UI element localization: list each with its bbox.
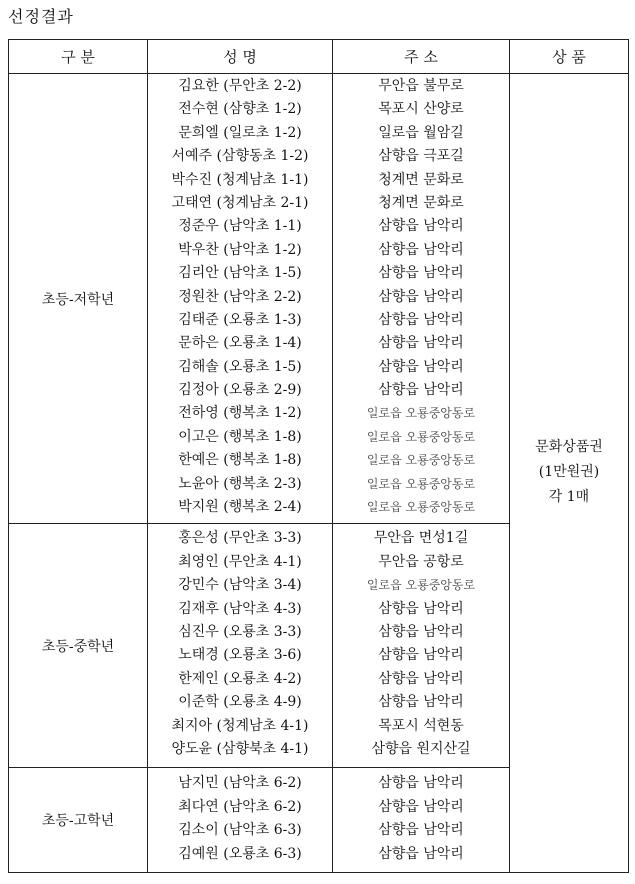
student-name: 남지민 (남악초 6-2) [178,775,302,792]
student-address: 삼향읍 남악리 [378,382,464,399]
student-address: 삼향읍 극포길 [378,148,464,165]
student-address: 삼향읍 남악리 [378,798,464,815]
student-name: 한제인 (오룡초 4-2) [178,670,302,687]
student-name: 양도윤 (삼향북초 4-1) [171,740,309,757]
student-address: 삼향읍 남악리 [378,335,464,352]
student-name: 최영인 (무안초 4-1) [178,553,302,570]
group-label: 초등-저학년 [9,74,148,524]
student-address: 일로읍 오룡중앙동로 [366,429,476,444]
student-name: 전수현 (삼향초 1-2) [178,101,302,118]
student-address: 일로읍 오룡중앙동로 [366,453,476,468]
student-address: 청계면 문화로 [378,171,464,188]
prize-line: 문화상품권 [535,439,603,456]
address-list [333,74,510,524]
name-list [148,768,333,873]
student-address: 삼향읍 남악리 [378,358,464,375]
student-name: 김리안 (남악초 1-5) [178,265,302,282]
student-name: 전하영 (행복초 1-2) [178,405,302,422]
name-list [148,74,333,524]
student-name: 이고은 (행복초 1-8) [178,428,302,445]
student-address: 삼향읍 남악리 [378,600,464,617]
student-address: 삼향읍 남악리 [378,775,464,792]
student-name: 김요한 (무안초 2-2) [178,78,302,94]
address-list [333,768,510,873]
student-name: 문희엘 (일로초 1-2) [178,124,302,141]
student-address: 삼향읍 남악리 [378,218,464,235]
group-label: 초등-고학년 [9,768,148,873]
prize-line: 각 1매 [548,489,590,506]
student-name: 문하은 (오룡초 1-4) [178,335,302,352]
student-address: 청계면 문화로 [378,194,464,211]
header-name: 성 명 [148,40,333,74]
student-name: 김소이 (남악초 6-3) [178,822,302,839]
student-name: 김재후 (남악초 4-3) [178,600,302,617]
group-row [9,74,629,524]
student-address: 삼향읍 남악리 [378,265,464,282]
student-address: 삼향읍 남악리 [378,822,464,839]
prize-line: (1만원권) [538,464,600,481]
student-name: 김정아 (오룡초 2-9) [178,382,302,399]
address-list [333,524,510,768]
student-name: 노윤아 (행복초 2-3) [178,475,302,492]
student-name: 심진우 (오룡초 3-3) [178,623,302,640]
student-name: 고태연 (청계남초 2-1) [171,194,309,211]
student-name: 정준우 (남악초 1-1) [178,218,302,235]
student-address: 일로읍 월암길 [378,124,464,141]
page-title: 선정결과 [8,7,74,26]
header-prize: 상 품 [510,40,629,74]
student-address: 일로읍 오룡중앙동로 [366,578,476,593]
student-address: 삼향읍 원지산길 [371,740,471,757]
header-category: 구 분 [9,40,148,74]
student-address: 삼향읍 남악리 [378,623,464,640]
student-name: 박지원 (행복초 2-4) [178,499,302,516]
student-address: 일로읍 오룡중앙동로 [366,406,476,421]
student-name: 김태준 (오룡초 1-3) [178,311,302,328]
student-address: 무안읍 공항로 [378,553,464,570]
student-address: 일로읍 오룡중앙동로 [366,476,476,491]
student-name: 정원찬 (남악초 2-2) [178,288,302,305]
student-address: 무안읍 면성1길 [373,530,469,547]
student-name: 박수진 (청계남초 1-1) [171,171,309,188]
prize-cell [510,74,629,873]
student-name: 노태경 (오룡초 3-6) [178,647,302,664]
header-address: 주 소 [333,40,510,74]
results-table [8,39,629,873]
student-address: 삼향읍 남악리 [378,311,464,328]
student-address: 삼향읍 남악리 [378,670,464,687]
student-name: 한예은 (행복초 1-8) [178,452,302,469]
student-address: 삼향읍 남악리 [378,241,464,258]
student-name: 강민수 (남악초 3-4) [178,577,302,594]
student-address: 무안읍 불무로 [378,78,464,94]
student-address: 삼향읍 남악리 [378,647,464,664]
student-name: 홍은성 (무안초 3-3) [178,530,302,547]
student-address: 삼향읍 남악리 [378,288,464,305]
student-address: 목포시 석현동 [378,717,464,734]
student-name: 최지아 (청계남초 4-1) [171,717,309,734]
student-name: 김해솔 (오룡초 1-5) [178,358,302,375]
student-name: 김예원 (오룡초 6-3) [178,845,302,862]
student-name: 최다연 (남악초 6-2) [178,798,302,815]
name-list [148,524,333,768]
header-row [9,40,629,74]
student-address: 삼향읍 남악리 [378,845,464,862]
group-label: 초등-중학년 [9,524,148,768]
student-address: 삼향읍 남악리 [378,694,464,711]
student-name: 이준학 (오룡초 4-9) [178,694,302,711]
student-address: 목포시 산양로 [378,101,464,118]
student-name: 박우찬 (남악초 1-2) [178,241,302,258]
student-name: 서예주 (삼향동초 1-2) [171,148,309,165]
student-address: 일로읍 오룡중앙동로 [366,500,476,515]
